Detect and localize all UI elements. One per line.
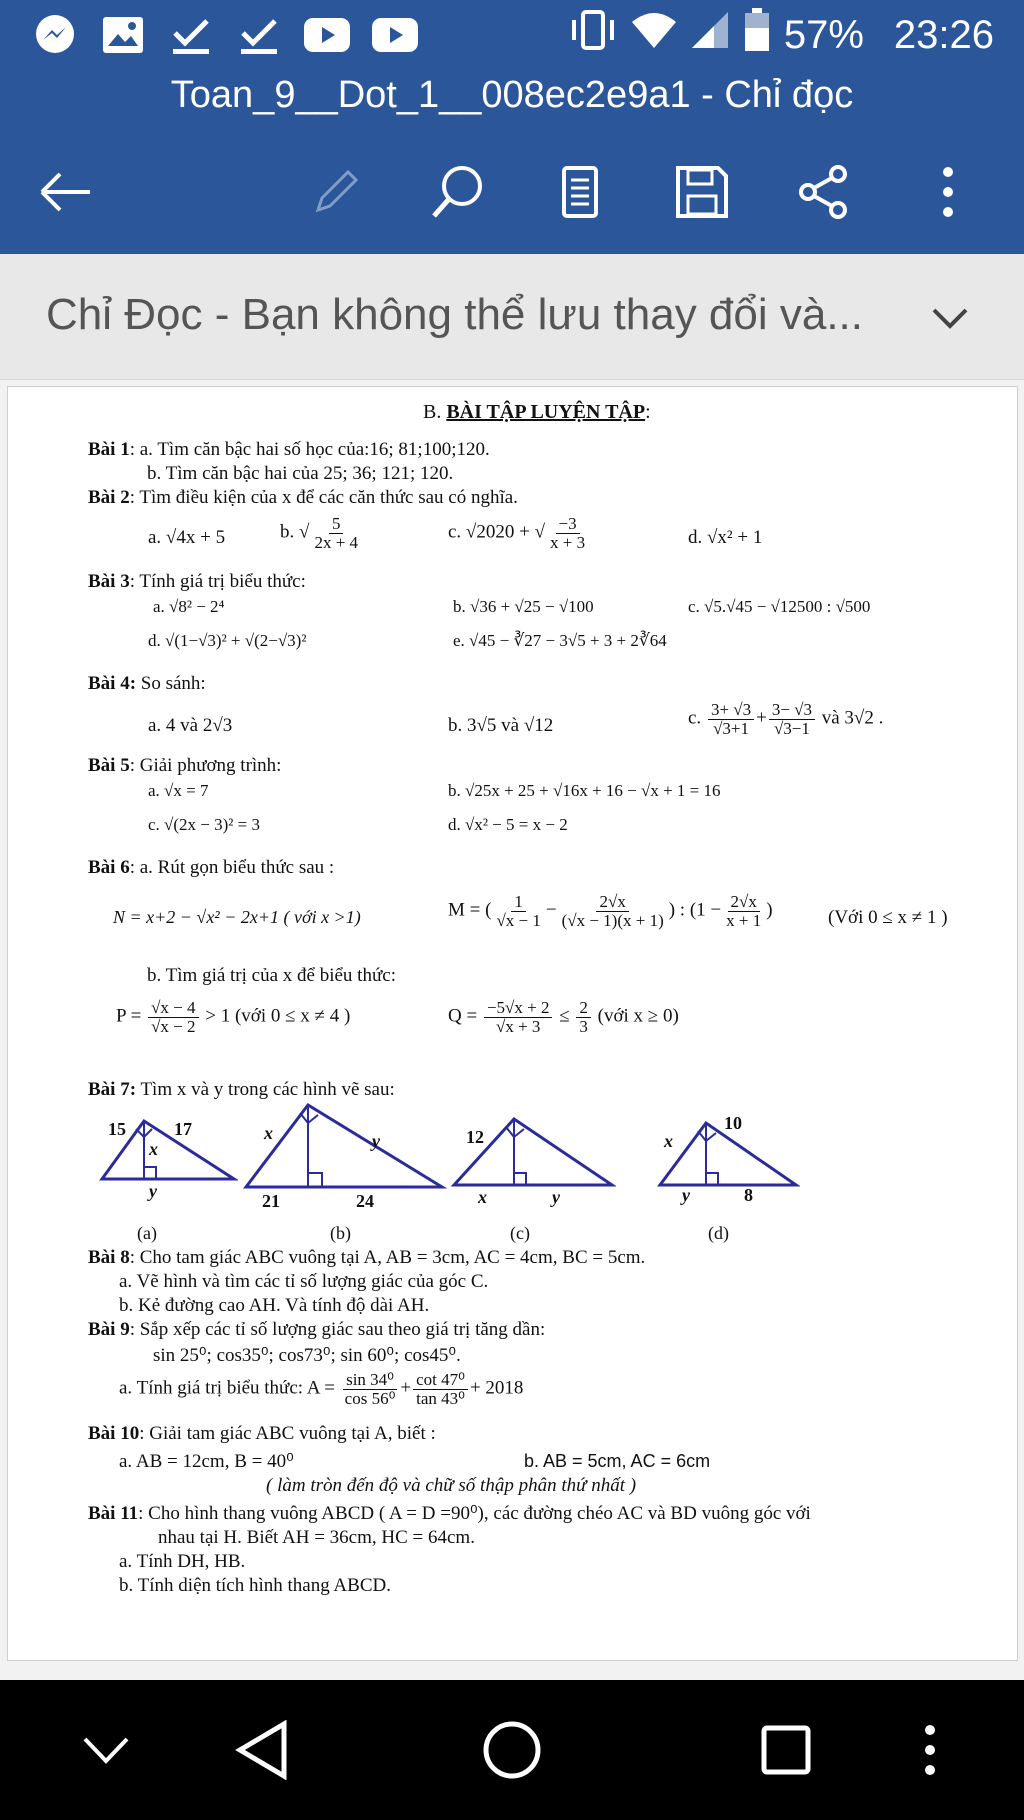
nav-home-button[interactable] [472,1710,552,1790]
expression-q [448,999,679,1036]
exercise-text: : Giải tam giác ABC vuông tại A, biết : [139,1423,436,1444]
exercise-6b: b. Tìm giá trị của x để biểu thức: [147,965,396,986]
heading-text: BÀI TẬP LUYỆN TẬP [446,401,646,423]
triangle-figure-b [242,1099,448,1195]
exercise-3c: c. √5.√45 − √12500 : √500 [688,597,871,616]
read-only-banner[interactable] [0,254,1024,380]
exercise-3a: a. √8² − 2⁴ [153,597,225,616]
nav-more-icon[interactable] [890,1710,970,1790]
figure-caption: (c) [510,1223,530,1243]
fraction: $\frac{2√x}{x + 1}$ [726,892,762,930]
notification-icons [30,12,420,58]
fraction: $\frac{5}{2x + 4}$ [314,514,359,552]
exercise-label: Bài 1 [88,439,130,460]
exercise-text: : Tìm điều kiện của x để các căn thức sau có nghĩa. [129,487,518,508]
exercise-text: : Tính giá trị biểu thức: [129,571,306,592]
exercise-1b: b. Tìm căn bậc hai của 25; 36; 121; 120. [147,463,454,484]
exercise-text: : Cho hình thang vuông ABCD ( A = D =90⁰), các đường chéo AC và BD vuông góc với [138,1503,811,1524]
exercise-8 [88,1247,645,1269]
fraction: $\frac{\text{sin 34⁰}}{\text{cos 56⁰}}$ [344,1370,396,1408]
fraction: $\frac{1}{√x - 1}$ [496,892,541,930]
exercise-2b: b. √ $\frac{5}{2x + 4}$ [280,515,363,552]
youtube-icon [370,12,420,58]
heading-prefix: B. [423,401,447,423]
formula-suffix: + 2018 [469,1377,524,1399]
figure-label: y [149,1181,157,1201]
exercise-label: Bài 6 [88,857,130,878]
exercise-7 [88,1079,395,1101]
expression-n: N = x+2 − √x² − 2x+1 ( với x >1) [113,907,361,927]
exercise-5c: c. √(2x − 3)² = 3 [148,815,260,834]
document-page [7,386,1018,1661]
exercise-9-list: sin 25⁰; cos35⁰; cos73⁰; sin 60⁰; cos45⁰. [153,1345,461,1366]
exercise-label: Bài 9 [88,1319,130,1340]
exercise-5d: d. √x² − 5 = x − 2 [448,815,568,834]
fraction: $\frac{3- √3}{√3-1}$ [769,701,815,738]
exercise-2 [88,487,518,509]
exercise-9a: a. Tính giá trị biểu thức: A = $\frac{\text{sin 34⁰}}{\text{cos 56⁰}}$ + $\frac{\text{cot 47⁰}}{\text{tan 43⁰}}$ + 2018 [119,1370,524,1408]
exercise-label: Bài 8 [88,1247,130,1268]
formula-prefix: c. [688,707,702,729]
figure-label: 12 [466,1127,484,1147]
share-icon[interactable] [794,162,854,222]
exercise-text: So sánh: [136,673,206,694]
expression-m-condition: (Với 0 ≤ x ≠ 1 ) [828,907,948,928]
exercise-10-note: ( làm tròn đến độ và chữ số thập phân thứ nhất ) [266,1475,637,1496]
exercise-label: Bài 2 [88,487,130,508]
expression-p [116,999,350,1036]
exercise-3e: e. √45 − ∛27 − 3√5 + 3 + 2∛64 [453,631,667,650]
exercise-2c [448,515,590,552]
exercise-5a: a. √x = 7 [148,781,209,800]
exercise-text: : Sắp xếp các tỉ số lượng giác sau theo giá trị tăng dần: [129,1319,546,1340]
fraction: $\frac{-3}{x + 3}$ [550,514,586,552]
exercise-10a: a. AB = 12cm, B = 40⁰ [119,1451,294,1472]
exercise-label: Bài 11 [88,1503,139,1524]
exercise-11b: b. Tính diện tích hình thang ABCD. [119,1575,391,1596]
exercise-3d: d. √(1−√3)² + √(2−√3)² [148,631,307,650]
nav-back-button[interactable] [222,1710,302,1790]
battery-icon [744,8,770,62]
exercise-2a: a. √4x + 5 [148,527,226,548]
exercise-text: : a. Tìm căn bậc hai số học của:16; 81;100;120. [129,439,490,460]
fraction: $\frac{-5√x + 2}{√x + 3}$ [484,999,553,1036]
formula-prefix: c. √2020 + √ [448,521,546,543]
exercise-3 [88,571,306,593]
exercise-9 [88,1319,545,1341]
exercise-label: Bài 4: [88,673,137,694]
formula-mid: ) : (1 − [668,899,722,921]
figure-label: 21 [262,1191,280,1211]
formula-suffix: ) [766,899,773,921]
exercise-3b: b. √36 + √25 − √100 [453,597,594,616]
exercise-text: Tìm x và y trong các hình vẽ sau: [136,1079,395,1100]
exercise-4c: c. $\frac{3+ √3}{√3+1}$ + $\frac{3- √3}{√3-1}$ và 3√2 . [688,700,884,738]
formula-prefix: P = [116,1005,142,1027]
signal-icon [690,10,730,60]
more-options-icon[interactable] [918,162,978,222]
clock: 23:26 [893,12,994,57]
figure-label: y [682,1185,690,1205]
exercise-4b: b. 3√5 và √12 [448,715,554,736]
check-icon [166,12,216,58]
image-icon [98,12,148,58]
save-icon[interactable] [672,162,732,222]
exercise-text: : Giải phương trình: [129,755,282,776]
exercise-10b: b. AB = 5cm, AC = 6cm [524,1451,711,1471]
formula-prefix: Q = [448,1005,478,1027]
figure-label: 10 [724,1113,742,1133]
wifi-icon [632,10,676,60]
exercise-10 [88,1423,436,1445]
section-heading [423,401,651,424]
app-header [0,0,1024,254]
triangle-figure-c [450,1107,616,1191]
exercise-text: : Cho tam giác ABC vuông tại A, AB = 3cm, AC = 4cm, BC = 5cm. [129,1247,646,1268]
reading-view-icon[interactable] [550,162,610,222]
formula-suffix: > 1 (với 0 ≤ x ≠ 4 ) [205,1005,351,1027]
fraction: $\frac{2}{3}$ [576,999,591,1036]
vibrate-icon [568,8,618,62]
exercise-5 [88,755,281,777]
figure-label: 24 [356,1191,374,1211]
status-indicators [568,8,994,62]
exercise-11-text2: nhau tại H. Biết AH = 36cm, HC = 64cm. [158,1527,475,1548]
exercise-8b: b. Kẻ đường cao AH. Và tính độ dài AH. [119,1295,430,1316]
formula-mid: ≤ [559,1005,570,1027]
edit-pencil-icon[interactable] [306,162,366,222]
formula-prefix: b. [280,521,295,543]
banner-text: Chỉ Đọc - Bạn không thể lưu thay đổi và... [46,290,864,339]
figure-caption: (a) [137,1223,157,1243]
status-bar [0,0,1024,70]
exercise-4a: a. 4 và 2√3 [148,715,233,736]
exercise-4 [88,673,206,695]
fraction: $\frac{\text{cot 47⁰}}{\text{tan 43⁰}}$ [413,1371,468,1408]
exercise-5b: b. √25x + 25 + √16x + 16 − √x + 1 = 16 [448,781,721,800]
back-button[interactable] [36,162,96,222]
exercise-label: Bài 5 [88,755,130,776]
search-icon[interactable] [428,162,488,222]
nav-hide-keyboard-button[interactable] [66,1710,146,1790]
document-canvas[interactable] [0,380,1024,1680]
nav-recents-button[interactable] [746,1710,826,1790]
exercise-6 [88,857,334,879]
figure-label: x [264,1123,273,1143]
exercise-text: : a. Rút gọn biểu thức sau : [129,857,335,878]
fraction: $\frac{3+ √3}{√3+1}$ [708,701,754,738]
figure-label: y [372,1131,380,1151]
figure-label: 17 [174,1119,192,1139]
messenger-icon [30,12,80,58]
exercise-label: Bài 7: [88,1079,137,1100]
figure-label: 8 [744,1185,753,1205]
exercise-label: Bài 3 [88,571,130,592]
document-title: Toan_9__Dot_1__008ec2e9a1 - Chỉ đọc [170,74,854,116]
youtube-icon [302,12,352,58]
battery-percent: 57% [783,12,864,57]
check-icon [234,12,284,58]
heading-suffix: : [645,401,651,423]
formula-suffix: và 3√2 . [821,707,884,729]
fraction: $\frac{√x - 4}{√x - 2}$ [148,999,198,1036]
exercise-label: Bài 10 [88,1423,140,1444]
formula-suffix: (với x ≥ 0) [597,1005,679,1027]
figure-label: x [478,1187,487,1207]
exercise-11 [88,1503,811,1525]
exercise-8a: a. Vẽ hình và tìm các tỉ số lượng giác của góc C. [119,1271,489,1292]
fraction: $\frac{2√x}{(√x - 1)(x + 1)}$ [561,892,664,930]
exercise-2d: d. √x² + 1 [688,527,763,548]
figure-label: y [552,1187,560,1207]
formula-prefix: a. Tính giá trị biểu thức: A = [119,1377,335,1399]
figure-label: x [664,1131,673,1151]
expression-m: M = ( $\frac{1}{√x - 1}$ − $\frac{2√x}{(√x - 1)(x + 1)}$ ) : (1 − $\frac{2√x}{x + 1}$ ) [448,892,773,930]
exercise-11a: a. Tính DH, HB. [119,1551,246,1572]
chevron-down-icon[interactable] [926,294,974,342]
figure-label: x [149,1139,158,1159]
formula-prefix: M = ( [448,899,492,921]
figure-caption: (d) [708,1223,729,1243]
figure-caption: (b) [330,1223,351,1243]
figure-label: 15 [108,1119,126,1139]
exercise-1 [88,439,490,461]
toolbar [0,150,1024,230]
android-nav-bar [0,1680,1024,1820]
